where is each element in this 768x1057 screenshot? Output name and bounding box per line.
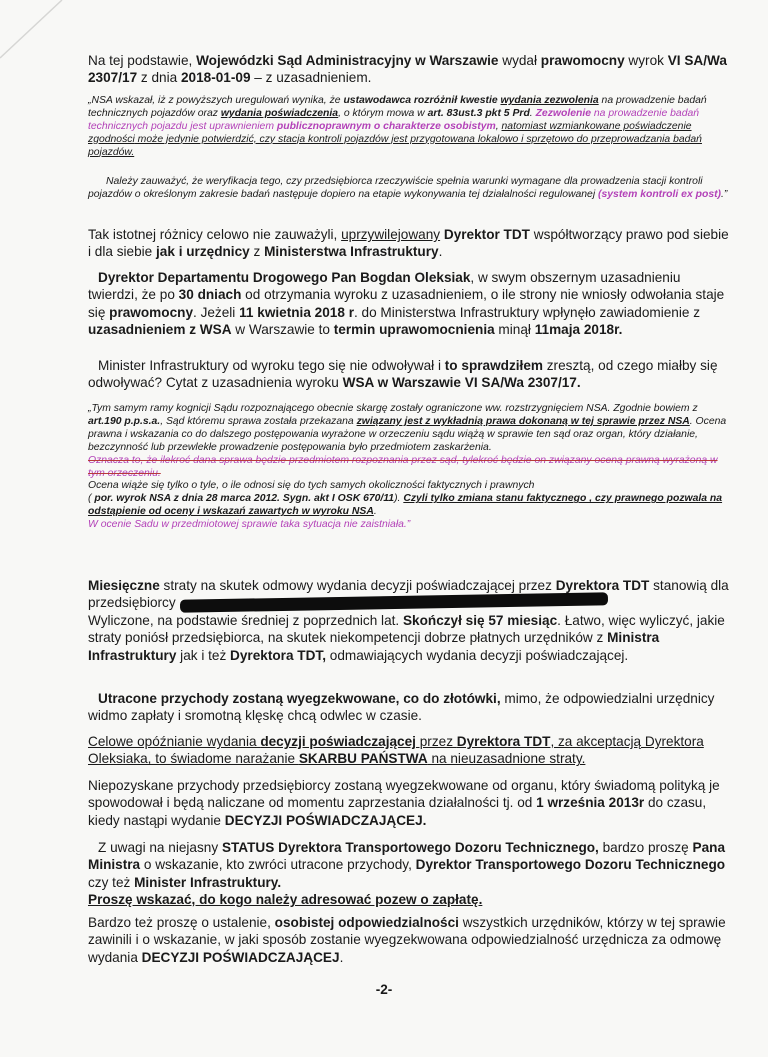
paragraph-judgment: Na tej podstawie, Wojewódzki Sąd Administracyjny w Warszawie wydał prawomocny wyrok VI SA/Wa 2307/17 z dnia 2018-01-09 – z uzasadnieniem.: [88, 53, 727, 86]
paragraph-deliberate-delay: Celowe opóźnianie wydania decyzji poświadczającej przez Dyrektora TDT, za akceptacją Dyrektora Oleksiaka, to świadome narażanie SKARBU PAŃSTWA na nieuzasadnione straty.: [88, 734, 704, 767]
paragraph-lawsuit-request: Proszę wskazać, do kogo należy adresować pozew o zapłatę.: [88, 892, 483, 907]
redaction-bar: [180, 593, 608, 613]
paragraph-responsibility: Bardzo też proszę o ustalenie, osobistej odpowiedzialności wszystkich urzędników, którzy w tej sprawie zawinili i o wskazanie, w jaki sposób zostanie wyegzekwowana odpowiedzialność urzędnicza za odmowę wydania DECYZJI POŚWIADCZAJĄCEJ.: [88, 915, 726, 965]
quote-wsa: „Tym samym ramy kognicji Sądu rozpoznającego obecnie skargę zostały ograniczone ww. rozstrzygnięciem NSA. Zgodnie bowiem z art.190 p.p.s.a., Sąd któremu sprawa została przekazana związany jest z wykładnią prawa dokonaną w tej sprawie przez NSA. Ocena prawna i wskazania co do dalszego postępowania wyrażone w orzeczeniu sądu wiążą w sprawie ten sąd oraz organ, który działanie, bezczynność lub przewlekłe prowadzenie postępowania było przedmiotem zaskarżenia. Oznacza to, że ilekroć dana sprawa będzie przedmiotem rozpoznania przez sąd, tylekroć będzie on związany oceną prawną wyrażoną w tym orzeczeniu. Ocena wiąże się tylko o tyle, o ile odnosi się do tych samych okoliczności faktycznych i prawnych ( por. wyrok NSA z dnia 28 marca 2012. Sygn. akt I OSK 670/11). Czyli tylko zmiana stanu faktycznego , czy prawnego pozwala na odstąpienie od oceny i wskazań zawartych w wyroku NSA. W ocenie Sadu w przedmiotowej sprawie taka sytuacja nie zaistniała.”: [88, 403, 727, 531]
quote-verification: Należy zauważyć, że weryfikacja tego, czy przedsiębiorca rzeczywiście spełnia warunki wymagane dla prowadzenia stacji kontroli pojazdów o określonym zakresie badań następuje dopiero na etapie wykonywania tej działalności regulowanej (system kontroli ex post).”: [88, 176, 728, 200]
paragraph-lost-revenue: Utracone przychody zostaną wyegzekwowane, co do złotówki, mimo, że odpowiedzialni urzędnicy widmo zapłaty i sromotną klęskę chcą odwlec w czasie.: [88, 691, 715, 724]
paragraph-unrecovered-revenue: Niepozyskane przychody przedsiębiorcy zostaną wyegzekwowane od organu, który świadomą polityką je spowodował i będą naliczane od momentu zaprzestania działalności tj. od 1 września 2013r do czasu, kiedy nastąpi wydanie DECYZJI POŚWIADCZAJĄCEJ.: [88, 778, 720, 828]
paragraph-director: Dyrektor Departamentu Drogowego Pan Bogdan Oleksiak, w swym obszernym uzasadnieniu twierdzi, że po 30 dniach od otrzymania wyroku z uzasadnieniem, o ile strony nie wniosły odwołania staje się prawomocny. Jeżeli 11 kwietnia 2018 r. do Ministerstwa Infrastruktury wpłynęło zawiadomienie z uzasadnieniem z WSA w Warszawie to termin uprawomocnienia minął 11maja 2018r.: [88, 270, 725, 338]
paragraph-monthly-losses: Miesięczne straty na skutek odmowy wydania decyzji poświadczającej przez Dyrektora TDT stanowią dla przedsiębiorcy Wyliczone, na podstawie średniej z poprzednich lat. Skończył się 57 miesiąc. Łatwo, więc wyliczyć, jakie straty poniósł przedsiębiorca, na skutek niekompetencji dobrze płatnych urzędników z Ministra Infrastruktury jak i też Dyrektora TDT, odmawiających wydania decyzji poświadczającej.: [88, 578, 729, 663]
paragraph-status-request: Z uwagi na niejasny STATUS Dyrektora Transportowego Dozoru Technicznego, bardzo proszę Pana Ministra o wskazanie, kto zwróci utracone przychody, Dyrektor Transportowego Dozoru Technicznego czy też Minister Infrastruktury.: [88, 840, 726, 890]
paragraph-difference: Tak istotnej różnicy celowo nie zauważyli, uprzywilejowany Dyrektor TDT współtworzący prawo pod siebie i dla siebie jak i urzędnicy z Ministerstwa Infrastruktury.: [88, 227, 729, 260]
page-number: -2-: [375, 982, 393, 997]
paragraph-minister: Minister Infrastruktury od wyroku tego się nie odwoływał i to sprawdziłem zresztą, od czego miałby się odwoływać? Cytat z uzasadnienia wyroku WSA w Warszawie VI SA/Wa 2307/17.: [88, 358, 718, 391]
quote-nsa: „NSA wskazał, iż z powyższych uregulowań wynika, że ustawodawca rozróżnił kwestie wydania zezwolenia na prowadzenie badań technicznych pojazdów oraz wydania poświadczenia, o którym mowa w art. 83ust.3 pkt 5 Prd. Zezwolenie na prowadzenie badań technicznych pojazdu jest uprawnieniem publicznoprawnym o charakterze osobistym, natomiast wzmiankowane poświadczenie zgodności może jedynie potwierdzić, czy stacja kontroli pojazdów jest przygotowana lokalowo i sprzętowo do przeprowadzania badań pojazdów.: [88, 95, 707, 158]
